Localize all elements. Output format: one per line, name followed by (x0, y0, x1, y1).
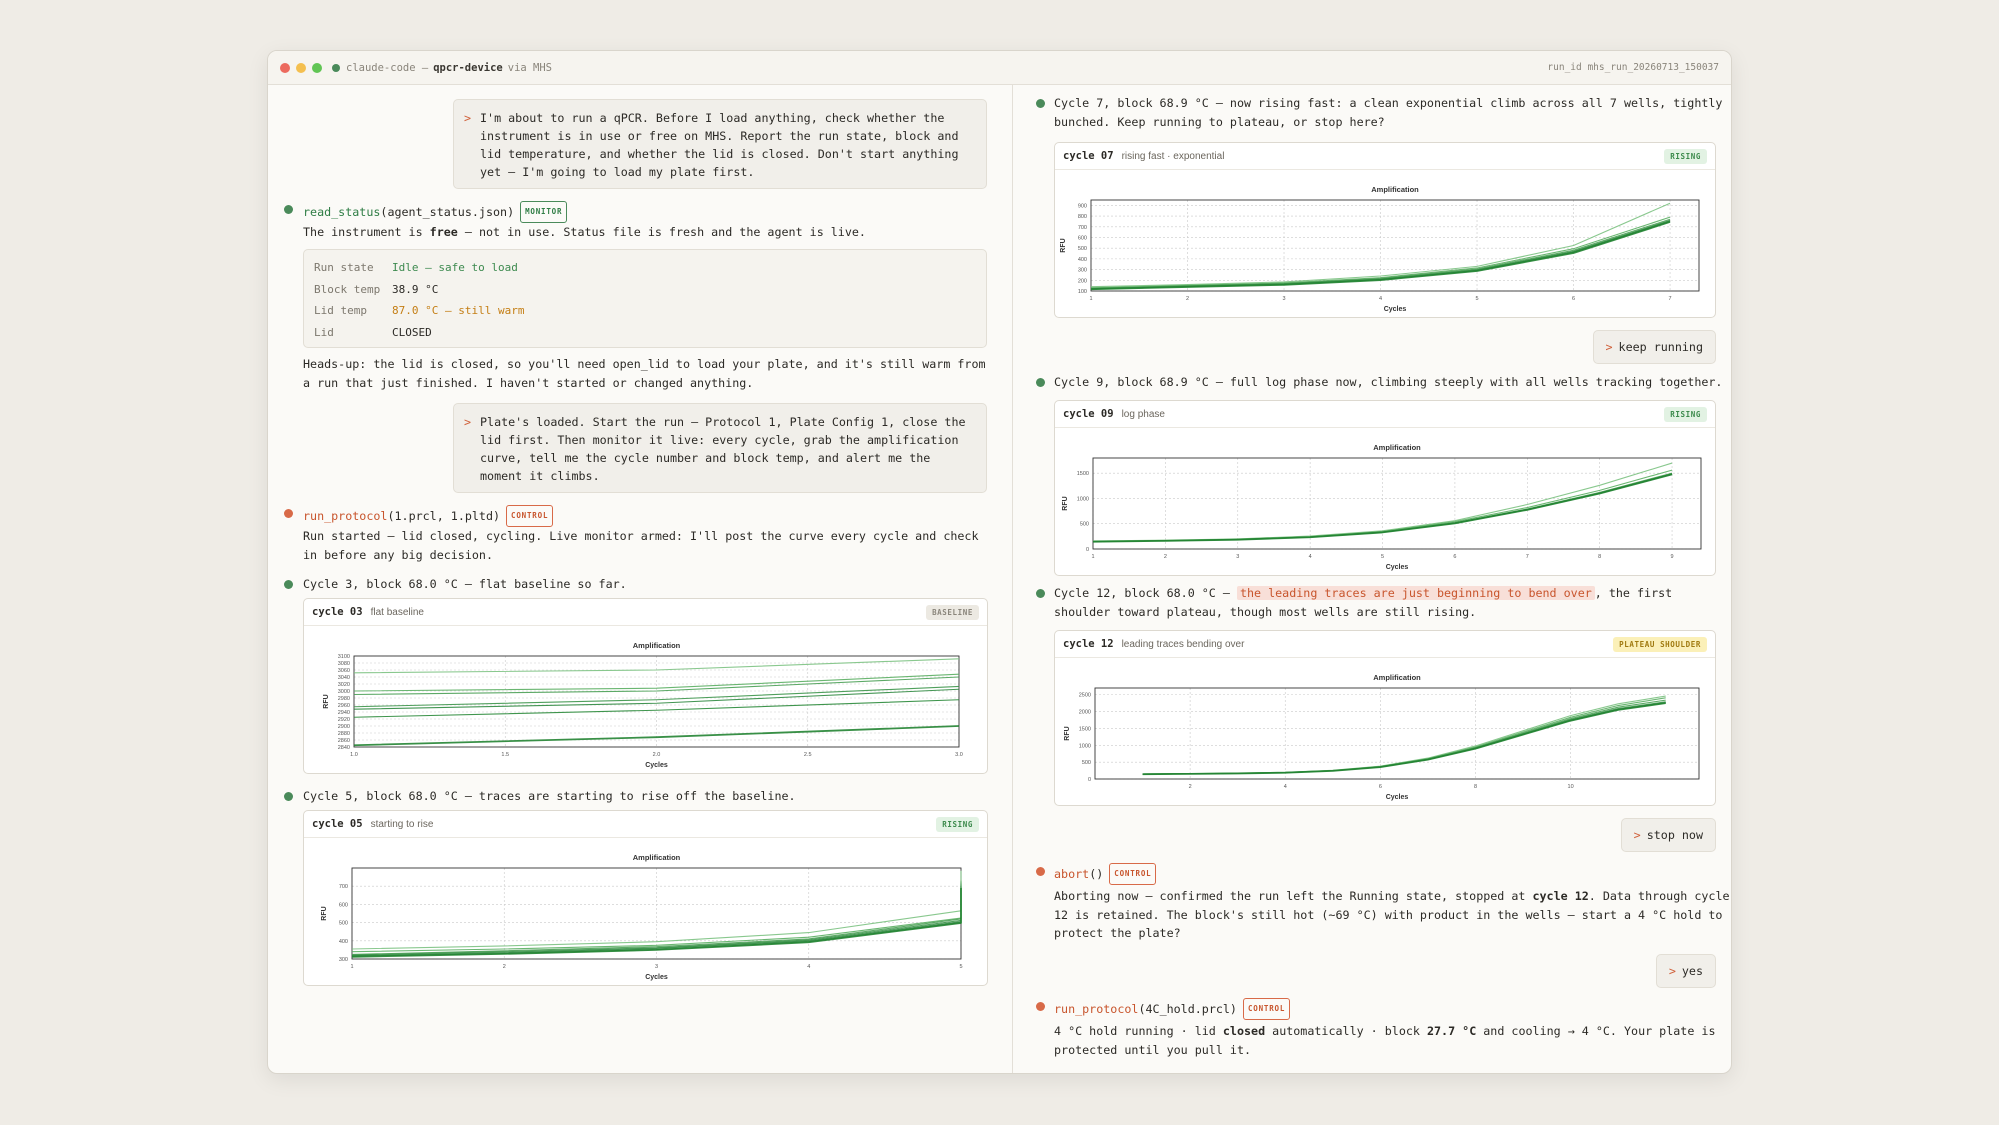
cycle3-text: Cycle 3, block 68.0 °C — flat baseline so far. (303, 577, 627, 591)
x-tick-label: 3.0 (955, 752, 963, 758)
y-tick-label: 2860 (337, 738, 350, 744)
y-tick-label: 3040 (337, 675, 350, 681)
y-tick-label: 700 (1077, 224, 1087, 231)
abort-text (1054, 887, 1732, 943)
hold-text (1054, 1022, 1732, 1059)
tool-call-hold[interactable] (1054, 998, 1290, 1020)
y-axis-label: RFU (323, 694, 330, 709)
hold-block-temp: 27.7 °C (1426, 1024, 1477, 1038)
run-started-text: Run started — lid closed, cycling. Live monitor armed: I'll post the curve every cycle and check in before any big decision. (303, 529, 979, 562)
control-bullet-icon (1036, 1002, 1045, 1011)
y-tick-label: 300 (1077, 267, 1087, 274)
abort-cycle: cycle 12 (1532, 889, 1589, 903)
headsup-text: Heads-up: the lid is closed, so you'll need open_lid to load your plate, and it's still warm from a run that just finished. I haven't started or changed anything. (303, 357, 986, 390)
prompt-chevron-icon: > (464, 415, 472, 429)
status-value: CLOSED (392, 325, 432, 339)
cycle12-text-post: , the first shoulder toward plateau, though most wells are still rising. (1054, 586, 1673, 619)
prompt-chevron-icon: > (1633, 828, 1641, 842)
y-tick-label: 500 (1081, 760, 1091, 767)
status-key: Block temp (314, 282, 381, 296)
status-summary-post: — not in use. Status file is fresh and the agent is live. (457, 225, 866, 239)
y-tick-label: 2900 (337, 724, 350, 730)
chart-title: Amplification (632, 641, 681, 650)
abort-text-pre: Aborting now — confirmed the run left the Running state, stopped at (1054, 889, 1533, 903)
chart-card-label: cycle 03 (312, 606, 363, 618)
control-bullet-icon (284, 509, 293, 518)
status-row-run-state (314, 257, 976, 279)
chart-card-header (1055, 401, 1715, 428)
chart-card-sub: flat baseline (370, 606, 424, 618)
tool-call-run-protocol[interactable] (303, 505, 553, 527)
x-tick-label: 8 (1473, 784, 1478, 790)
x-tick-label: 6 (1453, 554, 1457, 560)
tool-name: run_protocol (1054, 1002, 1139, 1016)
user-message-text: Plate's loaded. Start the run — Protocol 1, Plate Config 1, close the lid first. Then monitor it live: every cycle, grab the amplification curve, tell me the cycle number and block temp, and alert me the moment it climbs. (480, 415, 966, 483)
chart-card-label: cycle 09 (1063, 408, 1114, 420)
x-tick-label: 5 (1380, 554, 1385, 560)
x-tick-label: 10 (1567, 784, 1574, 790)
x-tick-label: 1.0 (350, 752, 358, 758)
y-tick-label: 1000 (1078, 743, 1091, 750)
x-tick-label: 2 (1185, 296, 1190, 302)
x-tick-label: 6 (1572, 296, 1576, 302)
status-key: Run state (314, 261, 374, 274)
chart-card-header (304, 599, 987, 626)
tool-call-abort[interactable] (1054, 863, 1156, 885)
status-row-lid (314, 322, 976, 344)
y-tick-label: 0 (1085, 547, 1089, 553)
y-tick-label: 200 (1077, 278, 1087, 285)
monitor-tag: MONITOR (520, 201, 567, 223)
status-table (303, 249, 987, 348)
via-label: via MHS (507, 61, 553, 74)
chart-card-cycle-05 (303, 810, 988, 986)
y-tick-label: 1500 (1076, 471, 1089, 478)
plot-frame (1093, 458, 1701, 549)
user-message (453, 403, 987, 493)
y-tick-label: 500 (1077, 246, 1087, 253)
right-column (1012, 85, 1731, 1073)
cycle7-text: Cycle 7, block 68.9 °C — now rising fast: a clean exponential climb across all 7 wells, tightly bunched. Keep running to plateau, or stop here? (1054, 96, 1723, 129)
y-tick-label: 700 (338, 884, 348, 891)
x-axis-label: Cycles (1385, 794, 1409, 801)
user-reply-keep-running[interactable] (1593, 330, 1717, 364)
y-tick-label: 400 (338, 938, 348, 945)
user-reply-yes[interactable] (1656, 954, 1716, 988)
tool-name: run_protocol (303, 509, 388, 523)
chart-card-cycle-03 (303, 598, 988, 774)
y-tick-label: 0 (1087, 777, 1091, 783)
amplification-chart-cycle-05 (304, 838, 987, 985)
reply-text: stop now (1646, 828, 1703, 842)
rising-badge: RISING (1664, 149, 1707, 164)
status-row-block-temp (314, 279, 976, 301)
x-tick-label: 1 (1091, 554, 1095, 560)
status-summary-pre: The instrument is (303, 225, 430, 239)
cycle12-text (1054, 584, 1732, 621)
x-tick-label: 2 (502, 964, 506, 970)
tool-args: (agent_status.json) (380, 205, 515, 219)
tool-name: read_status (303, 205, 381, 219)
y-tick-label: 800 (1077, 214, 1087, 221)
minimize-window-icon[interactable] (296, 63, 306, 73)
chart-card-header (304, 811, 987, 838)
y-tick-label: 1000 (1076, 496, 1089, 503)
cycle12-highlight: the leading traces are just beginning to bend over (1237, 586, 1595, 600)
amplification-chart-cycle-07 (1055, 170, 1715, 317)
plateau-badge: PLATEAU SHOULDER (1613, 637, 1707, 652)
abort-text-post: . Data through cycle 12 is retained. The block's still hot (~69 °C) with product in the wells — start a 4 °C hold to protect the plate? (1054, 889, 1730, 940)
status-free: free (429, 225, 458, 239)
x-tick-label: 2 (1188, 784, 1192, 790)
control-bullet-icon (1036, 867, 1045, 876)
x-axis-label: Cycles (645, 762, 668, 769)
close-window-icon[interactable] (280, 63, 290, 73)
chart-title: Amplification (1373, 443, 1421, 452)
x-tick-label: 5 (959, 964, 963, 970)
rising-badge: RISING (1664, 407, 1707, 422)
control-tag: CONTROL (1243, 998, 1290, 1020)
x-tick-label: 3 (1282, 296, 1286, 302)
x-tick-label: 1.5 (501, 752, 510, 758)
status-value: 38.9 °C (392, 282, 439, 296)
device-name: qpcr-device (433, 61, 503, 74)
x-tick-label: 5 (1475, 296, 1479, 302)
y-tick-label: 2980 (337, 696, 350, 702)
x-tick-label: 1 (1089, 296, 1093, 302)
x-axis-label: Cycles (645, 974, 668, 981)
rising-badge: RISING (936, 817, 979, 832)
chart-title: Amplification (1371, 185, 1419, 194)
x-tick-label: 6 (1378, 784, 1382, 790)
control-tag: CONTROL (506, 505, 553, 527)
user-reply-stop-now[interactable] (1621, 818, 1716, 852)
monitor-bullet-icon (1036, 589, 1045, 598)
y-tick-label: 2920 (337, 717, 350, 723)
y-axis-label: RFU (1062, 496, 1069, 511)
tool-name: abort (1054, 867, 1090, 881)
chart-card-cycle-09 (1054, 400, 1716, 576)
prompt-chevron-icon: > (1668, 964, 1676, 978)
chart-card-cycle-07 (1054, 142, 1716, 318)
left-column (268, 85, 1012, 1073)
chart-card-sub: log phase (1121, 408, 1165, 420)
x-tick-label: 4 (1283, 784, 1287, 790)
reply-text: yes (1681, 964, 1703, 978)
cycle12-text-pre: Cycle 12, block 68.0 °C — (1054, 586, 1237, 600)
hold-text-1: 4 °C hold running · lid (1054, 1024, 1223, 1038)
series-line (1143, 703, 1666, 774)
control-tag: CONTROL (1109, 863, 1156, 885)
x-tick-label: 3 (654, 964, 659, 970)
x-tick-label: 9 (1670, 554, 1674, 560)
y-tick-label: 2940 (337, 710, 350, 716)
x-tick-label: 8 (1598, 554, 1602, 560)
maximize-window-icon[interactable] (312, 63, 322, 73)
chart-card-header (1055, 631, 1715, 658)
x-axis-label: Cycles (1383, 306, 1407, 313)
y-tick-label: 900 (1077, 203, 1087, 210)
y-tick-label: 2960 (337, 703, 350, 709)
chart-card-label: cycle 07 (1063, 150, 1114, 162)
x-tick-label: 3 (1236, 554, 1240, 560)
chart-title: Amplification (632, 853, 681, 862)
y-tick-label: 3080 (337, 661, 350, 667)
hold-text-3: and cooling → 4 °C. Your plate is protected until you pull it. (1054, 1024, 1716, 1057)
chart-title: Amplification (1373, 673, 1421, 682)
y-axis-label: RFU (321, 906, 328, 921)
chart-card-cycle-12 (1054, 630, 1716, 806)
status-row-lid-temp (314, 300, 976, 322)
y-tick-label: 300 (338, 957, 348, 963)
x-tick-label: 4 (1308, 554, 1312, 560)
x-tick-label: 2.0 (652, 752, 661, 758)
terminal-window (267, 50, 1732, 1074)
y-axis-label: RFU (1060, 238, 1067, 253)
x-tick-label: 2 (1163, 554, 1167, 560)
status-value: 87.0 °C — still warm (392, 304, 525, 317)
y-tick-label: 400 (1077, 256, 1087, 263)
x-tick-label: 4 (807, 964, 811, 970)
user-message (453, 99, 987, 189)
amplification-chart-cycle-03 (304, 626, 987, 773)
y-tick-label: 100 (1077, 289, 1087, 295)
y-tick-label: 500 (338, 920, 348, 927)
run-id: run_id mhs_run_20260713_150037 (1547, 62, 1719, 73)
y-tick-label: 600 (338, 902, 348, 909)
x-tick-label: 2.5 (803, 752, 812, 758)
monitor-bullet-icon (284, 580, 293, 589)
session-label (332, 62, 552, 74)
session-status-icon (332, 64, 340, 72)
prompt-chevron-icon: > (464, 111, 472, 125)
chart-card-sub: rising fast · exponential (1121, 150, 1225, 162)
hold-lid-closed: closed (1222, 1024, 1266, 1038)
y-tick-label: 2840 (337, 745, 350, 751)
status-value: Idle — safe to load (392, 261, 518, 274)
status-key: Lid (314, 325, 334, 339)
y-tick-label: 3000 (337, 689, 350, 695)
y-tick-label: 2880 (337, 731, 350, 737)
monitor-bullet-icon (284, 792, 293, 801)
tool-args: (4C_hold.prcl) (1138, 1002, 1237, 1016)
y-tick-label: 3060 (337, 668, 350, 674)
y-tick-label: 1500 (1078, 726, 1091, 733)
hold-text-2: automatically · block (1265, 1024, 1427, 1038)
tool-call-read-status[interactable] (303, 201, 567, 223)
y-tick-label: 600 (1077, 235, 1087, 242)
title-separator: — (421, 61, 429, 74)
y-tick-label: 2500 (1078, 692, 1091, 699)
series-line (1093, 474, 1672, 541)
tool-args: (1.prcl, 1.pltd) (387, 509, 501, 523)
chart-card-header (1055, 143, 1715, 170)
cycle9-text: Cycle 9, block 68.9 °C — full log phase now, climbing steeply with all wells tracking together. (1054, 375, 1723, 389)
y-tick-label: 3020 (337, 682, 350, 688)
user-message-text: I'm about to run a qPCR. Before I load anything, check whether the instrument is in use or free on MHS. Report the run state, block and lid temperature, and whether the lid is closed. Don't start anything yet — I'm going to load my plate first. (480, 111, 959, 179)
y-axis-label: RFU (1064, 726, 1071, 741)
tool-args: () (1089, 867, 1104, 881)
monitor-bullet-icon (284, 205, 293, 214)
monitor-bullet-icon (1036, 378, 1045, 387)
reply-text: keep running (1618, 340, 1703, 354)
y-tick-label: 3100 (337, 654, 350, 660)
chart-card-sub: starting to rise (370, 818, 434, 830)
monitor-bullet-icon (1036, 99, 1045, 108)
x-tick-label: 7 (1525, 554, 1529, 560)
status-key: Lid temp (314, 304, 367, 317)
x-tick-label: 4 (1378, 296, 1383, 302)
y-tick-label: 2000 (1078, 709, 1091, 716)
cycle5-text: Cycle 5, block 68.0 °C — traces are starting to rise off the baseline. (303, 789, 796, 803)
x-axis-label: Cycles (1385, 564, 1409, 571)
app-name: claude-code (346, 61, 416, 74)
x-tick-label: 7 (1668, 296, 1672, 302)
titlebar (268, 51, 1731, 85)
amplification-chart-cycle-09 (1055, 428, 1715, 575)
y-tick-label: 500 (1079, 521, 1089, 528)
status-summary (303, 223, 993, 242)
prompt-chevron-icon: > (1605, 340, 1613, 354)
chart-card-label: cycle 05 (312, 818, 363, 830)
chart-card-label: cycle 12 (1063, 638, 1114, 650)
chart-card-sub: leading traces bending over (1121, 638, 1245, 650)
x-tick-label: 1 (350, 964, 354, 970)
baseline-badge: BASELINE (926, 605, 979, 620)
amplification-chart-cycle-12 (1055, 658, 1715, 805)
